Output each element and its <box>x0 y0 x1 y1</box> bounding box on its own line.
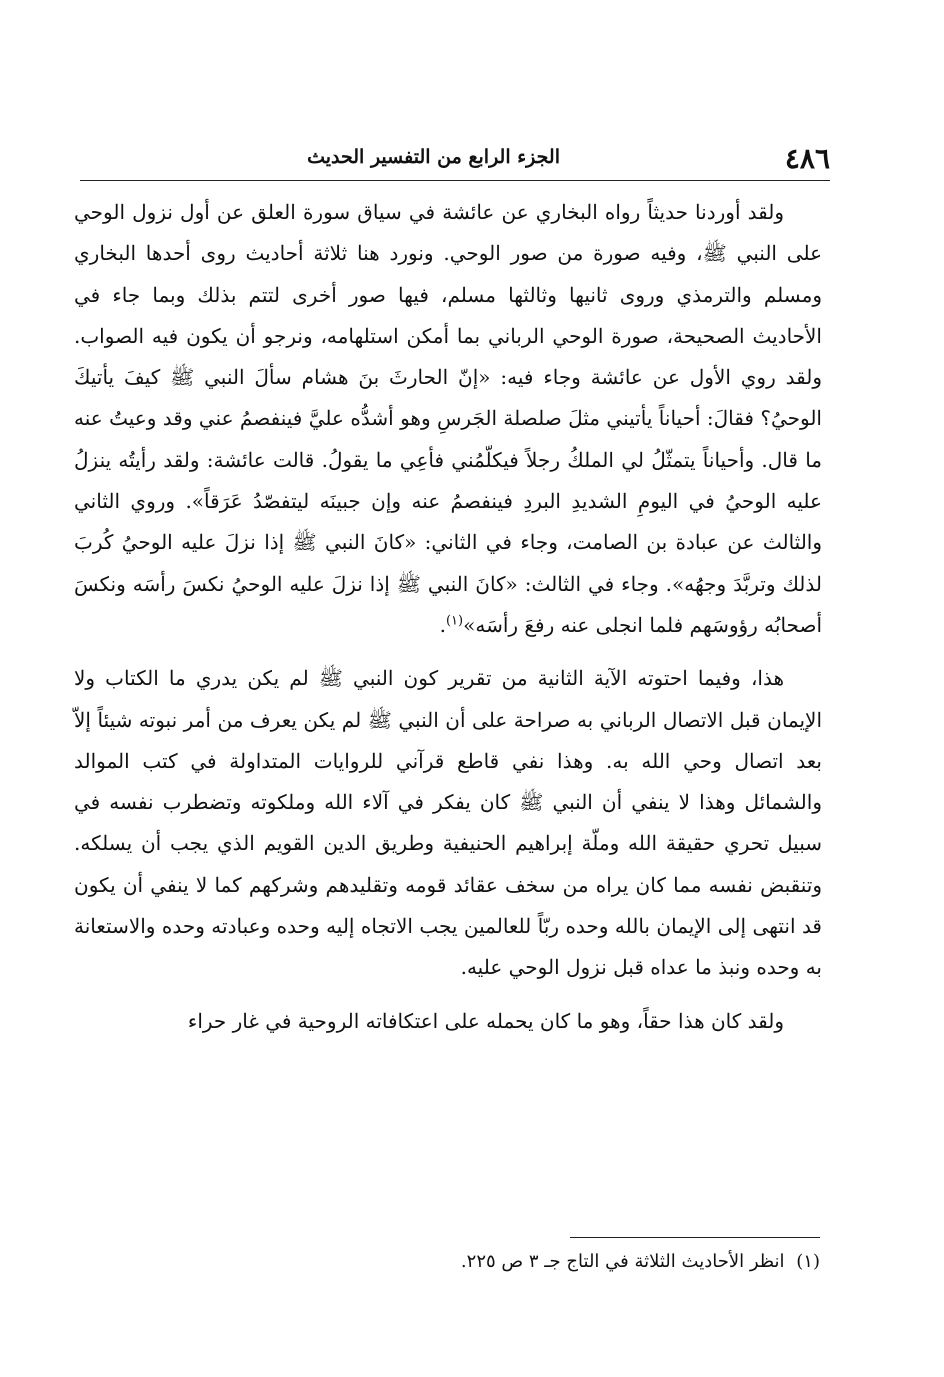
footnote-text: انظر الأحاديث الثلاثة في التاج جـ ٣ ص ٢٢٥. <box>460 1251 785 1272</box>
paragraph-text: ولقد أوردنا حديثاً رواه البخاري عن عائشة في سياق سورة العلق عن أول نزول الوحي على النبي ﷺ، وفيه صورة من صور الوحي. ونورد هنا ثلاثة أحاديث روى أحدها البخاري ومسلم والترمذي وروى ثانيها وثالثها مسلم، فيها صور أخرى لتتم بذلك وبما جاء في الأحاديث الصحيحة، صورة الوحي الرباني بما أمكن استلهامه، ونرجو أن يكون فيه الصواب. ولقد روي الأول عن عائشة وجاء فيه: «إنّ الحارثَ بنَ هشام سألَ النبي ﷺ كيفَ يأتيكَ الوحيُ؟ فقالَ: أحياناً يأتيني مثلَ صلصلة الجَرسِ وهو أشدُّه عليَّ فينفصمُ عني وقد وعيتُ عنه ما قال. وأحياناً يتمثّلُ لي الملكُ رجلاً فيكلّمُني فأعِي ما يقولُ. قالت عائشة: ولقد رأيتُه ينزلُ عليه الوحيُ في اليومِ الشديدِ البردِ فينفصمُ عنه وإن جبينَه ليتفصّدُ عَرَقاً». وروي الثاني والثالث عن عبادة بن الصامت، وجاء في الثاني: «كانَ النبي ﷺ إذا نزلَ عليه الوحيُ كُربَ لذلك وتربَّدَ وجهُه». وجاء في الثالث: «كانَ النبي ﷺ إذا نزلَ عليه الوحيُ نكسَ رأسَه ونكسَ أصحابُه رؤوسَهم فلما انجلى عنه رفعَ رأسَه» <box>74 200 823 637</box>
paragraph-hadith-narrations <box>74 192 822 646</box>
paragraph-text: هذا، وفيما احتوته الآية الثانية من تقرير كون النبي ﷺ لم يكن يدري ما الكتاب ولا الإيمان قبل الاتصال الرباني به صراحة على أن النبي ﷺ لم يكن يعرف من أمر نبوته شيئاً إلاّ بعد اتصال وحي الله به. وهذا نفي قاطع قرآني للروايات المتداولة في كتب الموالد والشمائل وهذا لا ينفي أن النبي ﷺ كان يفكر في آلاء الله وملكوته وتضطرب نفسه في سبيل تحري حقيقة الله وملّة إبراهيم الحنيفية وطريق الدين القويم الذي يجب أن يسلكه. وتنقبض نفسه مما كان يراه من سخف عقائد قومه وتقليدهم وشركهم كما لا ينفي أن يكون قد انتهى إلى الإيمان بالله وحده ربّاً للعالمين يجب الاتجاه إليه وحده وعبادته وحده والاستعانة به وحده ونبذ ما عداه قبل نزول الوحي عليه. <box>74 666 822 980</box>
footnote-divider <box>570 1237 820 1238</box>
body-text <box>74 192 822 1042</box>
footnote-marker: (١) <box>796 1251 820 1272</box>
paragraph-ghar-hira <box>74 1001 822 1042</box>
footnote-reference: (١) <box>445 613 464 629</box>
page-number: ٤٨٦ <box>784 142 830 175</box>
paragraph-prophet-before-revelation <box>74 658 822 988</box>
paragraph-text: ولقد كان هذا حقاً، وهو ما كان يحمله على اعتكافاته الروحية في غار حراء <box>187 1008 784 1033</box>
footnote <box>180 1248 820 1276</box>
running-title: الجزء الرابع من التفسير الحديث <box>307 146 560 168</box>
page-header <box>80 138 830 181</box>
paragraph-tail: . <box>439 612 446 637</box>
